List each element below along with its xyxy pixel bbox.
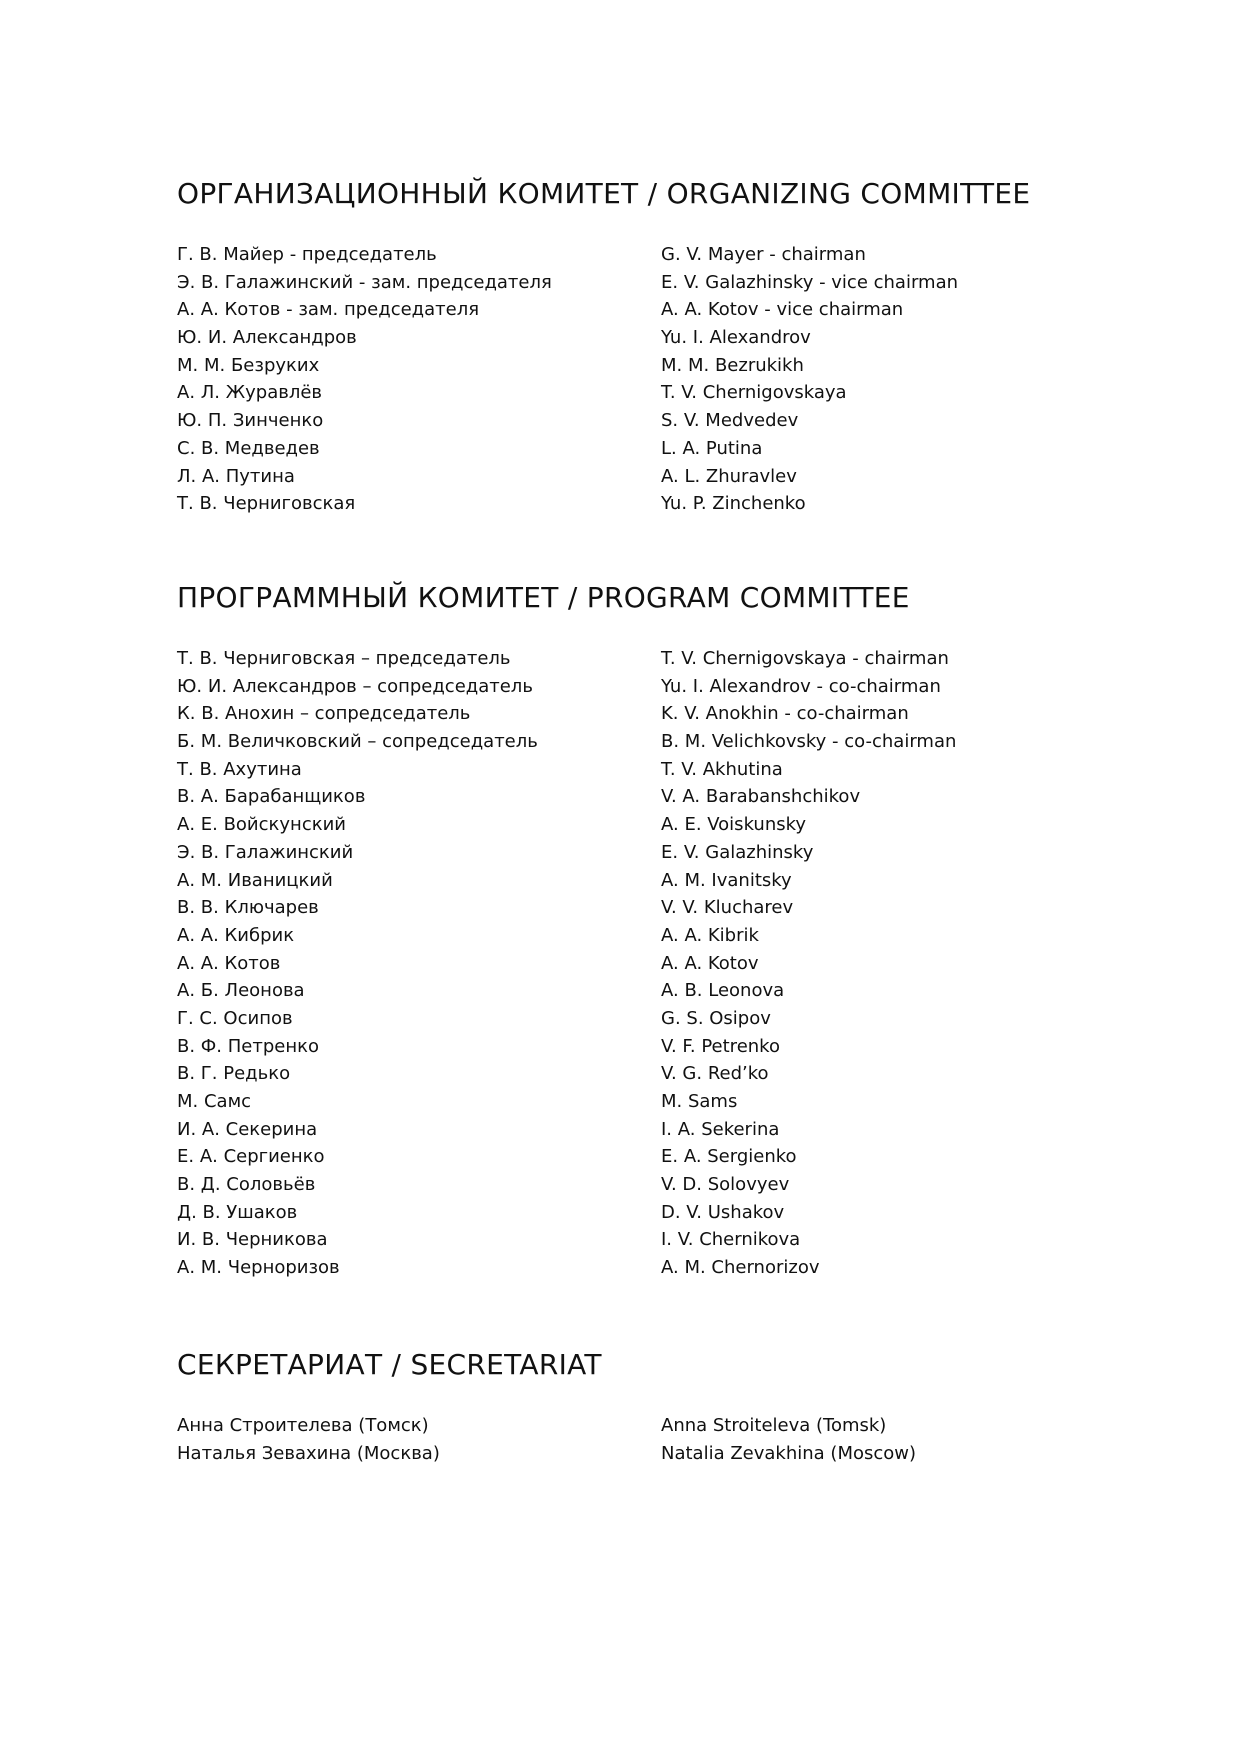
member-name-ru: И. В. Черникова — [177, 1229, 328, 1251]
member-name-en: B. M. Velichkovsky - co-chairman — [661, 731, 957, 753]
member-name-en: G. V. Mayer - chairman — [661, 244, 866, 265]
english-member-list — [661, 645, 956, 1282]
member-name-ru: А. А. Котов — [177, 952, 281, 974]
member-name-en: Yu. P. Zinchenko — [661, 493, 806, 515]
section-title: СЕКРЕТАРИАТ / SECRETARIAT — [177, 1348, 602, 1381]
member-name-ru: В. Д. Соловьёв — [177, 1174, 316, 1196]
member-name-ru: Г. В. Майер - председатель — [177, 244, 437, 265]
member-name-en: V. V. Klucharev — [661, 897, 794, 919]
member-name-en: A. M. Chernorizov — [661, 1257, 820, 1279]
member-name-ru: А. Б. Леонова — [177, 980, 305, 1002]
member-name-ru: С. В. Медведев — [177, 437, 320, 459]
member-name-ru: А. М. Черноризов — [177, 1257, 340, 1279]
member-name-en: K. V. Anokhin - co-chairman — [661, 703, 909, 725]
member-name-ru: А. А. Кибрик — [177, 924, 295, 946]
member-name-en: E. V. Galazhinsky — [661, 841, 814, 863]
member-name-en: T. V. Akhutina — [661, 758, 783, 780]
member-name-en: E. A. Sergienko — [661, 1146, 797, 1168]
member-name-ru: Ю. П. Зинченко — [177, 410, 324, 432]
member-name-en: S. V. Medvedev — [661, 410, 799, 432]
member-name-ru: В. В. Ключарев — [177, 897, 319, 919]
member-name-en: G. S. Osipov — [661, 1007, 771, 1029]
member-name-en: A. L. Zhuravlev — [661, 465, 797, 487]
member-name-en: I. A. Sekerina — [661, 1118, 780, 1140]
member-name-ru: Л. А. Путина — [177, 465, 295, 487]
member-name-ru: Г. С. Осипов — [177, 1007, 293, 1029]
member-name-ru: В. Г. Редько — [177, 1063, 291, 1085]
member-name-en: A. B. Leonova — [661, 980, 785, 1002]
member-name-en: I. V. Chernikova — [661, 1229, 801, 1251]
member-name-ru: А. Л. Журавлёв — [177, 382, 323, 404]
member-name-ru: Т. В. Черниговская — [177, 493, 356, 515]
member-name-en: A. A. Kotov — [661, 952, 759, 974]
member-name-en: D. V. Ushakov — [661, 1201, 785, 1223]
member-name-ru: К. В. Анохин – сопредседатель — [177, 703, 471, 725]
member-name-en: L. A. Putina — [661, 437, 763, 459]
member-name-ru: А. М. Иваницкий — [177, 869, 333, 891]
member-name-en: V. D. Solovyev — [661, 1174, 790, 1196]
member-name-en: M. M. Bezrukikh — [661, 354, 804, 376]
member-name-ru: Э. В. Галажинский - зам. председателя — [177, 271, 552, 293]
member-name-ru: И. А. Секерина — [177, 1118, 318, 1140]
member-name-en: M. Sams — [661, 1091, 738, 1112]
member-name-en: Yu. I. Alexandrov — [661, 327, 811, 349]
member-name-ru: А. Е. Войскунский — [177, 814, 346, 836]
member-name-en: A. A. Kotov - vice chairman — [661, 299, 904, 321]
member-name-en: V. G. Red’ko — [661, 1063, 769, 1085]
member-name-en: Yu. I. Alexandrov - co-chairman — [661, 675, 941, 697]
member-name-ru: В. А. Барабанщиков — [177, 786, 366, 808]
member-name-ru: Ю. И. Александров — [177, 327, 357, 349]
member-name-ru: Т. В. Черниговская – председатель — [177, 648, 511, 669]
program-committee-section — [177, 581, 1077, 1279]
member-name-ru: Е. А. Сергиенко — [177, 1146, 325, 1168]
secretariat-section — [177, 1348, 1077, 1464]
member-name-en: V. A. Barabanshchikov — [661, 786, 861, 808]
member-name-ru: В. Ф. Петренко — [177, 1035, 319, 1057]
member-name-ru: Э. В. Галажинский — [177, 841, 354, 863]
member-name-ru: Наталья Зевахина (Москва) — [177, 1442, 440, 1464]
member-name-en: A. M. Ivanitsky — [661, 869, 792, 891]
member-name-ru: Д. В. Ушаков — [177, 1201, 298, 1223]
member-name-en: T. V. Chernigovskaya — [661, 382, 847, 404]
member-name-ru: Анна Строителева (Томск) — [177, 1415, 429, 1436]
member-name-en: A. E. Voiskunsky — [661, 814, 807, 836]
english-member-list — [661, 241, 958, 518]
english-member-list — [661, 1412, 916, 1467]
member-name-en: Natalia Zevakhina (Moscow) — [661, 1442, 917, 1464]
member-name-ru: Т. В. Ахутина — [177, 758, 302, 780]
member-name-ru: Ю. И. Александров – сопредседатель — [177, 675, 533, 697]
russian-member-list — [177, 1412, 440, 1467]
member-name-ru: М. Самс — [177, 1091, 252, 1112]
section-title: ПРОГРАММНЫЙ КОМИТЕТ / PROGRAM COMMITTEE — [177, 581, 910, 614]
member-name-en: Anna Stroiteleva (Tomsk) — [661, 1415, 887, 1436]
member-name-en: E. V. Galazhinsky - vice chairman — [661, 271, 959, 293]
member-name-en: T. V. Chernigovskaya - chairman — [661, 648, 949, 669]
section-title: ОРГАНИЗАЦИОННЫЙ КОМИТЕТ / ORGANIZING COMMITTEE — [177, 177, 1031, 210]
member-name-en: A. A. Kibrik — [661, 924, 759, 946]
member-name-ru: Б. М. Величковский – сопредседатель — [177, 731, 538, 753]
russian-member-list — [177, 241, 552, 518]
member-name-en: V. F. Petrenko — [661, 1035, 780, 1057]
member-name-ru: А. А. Котов - зам. председателя — [177, 299, 480, 321]
russian-member-list — [177, 645, 538, 1282]
organizing-committee-section — [177, 177, 1077, 515]
member-name-ru: М. М. Безруких — [177, 354, 320, 376]
